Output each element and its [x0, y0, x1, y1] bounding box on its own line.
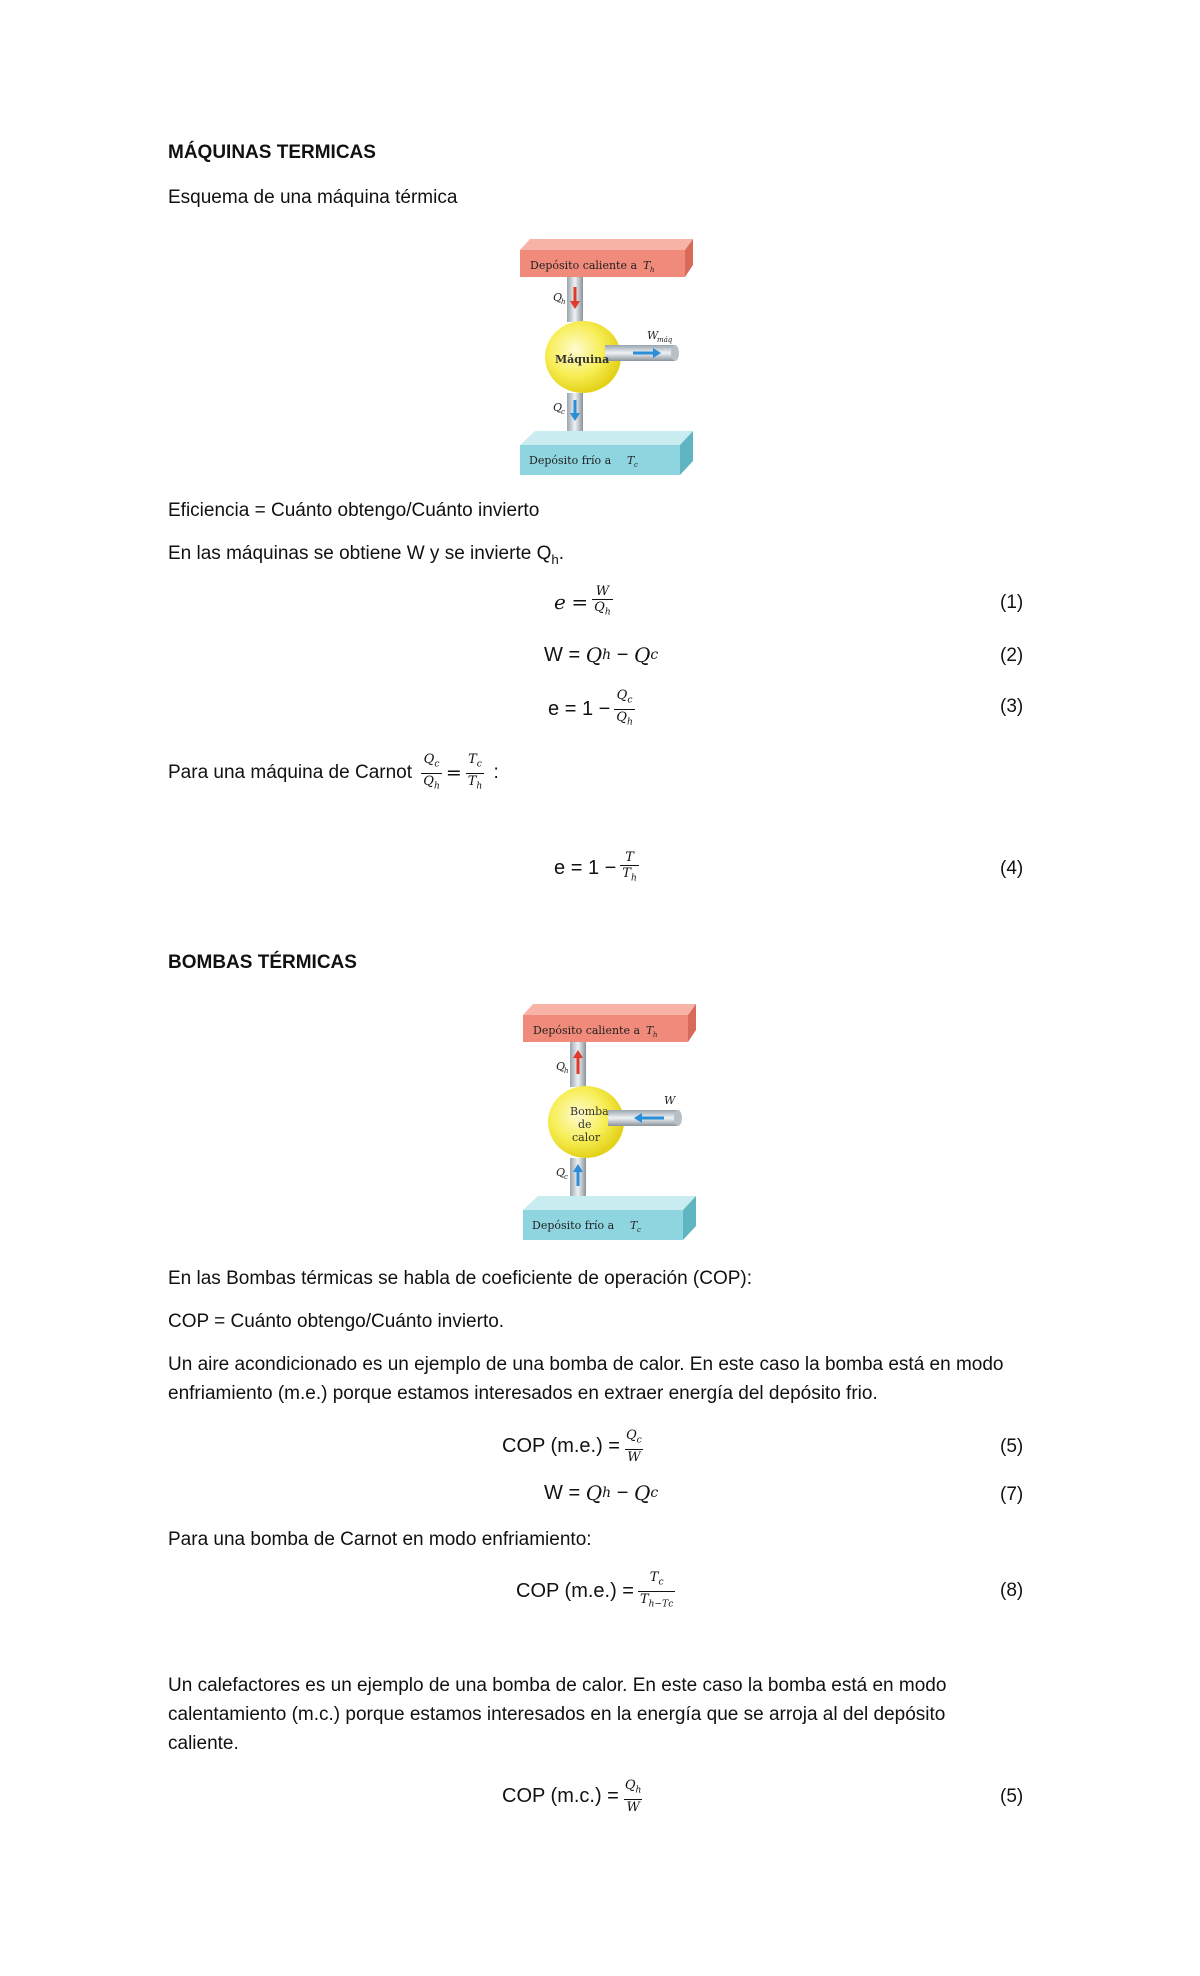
svg-text:calor: calor [572, 1131, 601, 1144]
cop-intro: En las Bombas térmicas se habla de coeficiente de operación (COP): [168, 1268, 753, 1289]
svg-text:W: W [647, 329, 659, 342]
svg-text:W: W [664, 1094, 676, 1107]
equation-number-5: (5) [1000, 1436, 1024, 1457]
equation-number-7: (7) [1000, 1484, 1024, 1505]
equation-7: W = Q h − Q c [544, 1481, 659, 1505]
equation-number-4: (4) [1000, 858, 1024, 879]
intro-text: Esquema de una máquina térmica [168, 187, 458, 208]
equation-number-1: (1) [1000, 592, 1024, 613]
svg-text:c: c [637, 1226, 641, 1234]
equation-5: COP (m.e.) = $\frac{Q_c}{W}$ [502, 1428, 642, 1465]
equation-4: e = 1 − $\frac{T}{T_h}$ [554, 850, 643, 887]
hot-reservoir-label-2: Depósito caliente a [533, 1024, 641, 1037]
svg-text:c: c [561, 408, 565, 416]
hot-reservoir-label: Depósito caliente a [530, 259, 638, 272]
equation-number-2: (2) [1000, 645, 1024, 666]
svg-text:c: c [564, 1173, 568, 1181]
heater-paragraph-line-3: caliente. [168, 1733, 239, 1754]
equation-1: e = $\frac{W}{Q_h}$ [554, 584, 617, 621]
svg-text:máq: máq [657, 336, 673, 344]
cold-reservoir-label: Depósito frío a [529, 454, 612, 467]
svg-text:T: T [627, 454, 635, 467]
cold-reservoir-label-2: Depósito frío a [532, 1219, 615, 1232]
engine-label: Máquina [555, 353, 610, 366]
equation-3: e = 1 − $\frac{Q_c}{Q_h}$ [548, 688, 639, 730]
svg-text:h: h [561, 298, 566, 306]
svg-text:T: T [646, 1024, 654, 1037]
svg-text:Q: Q [553, 401, 563, 414]
svg-text:Q: Q [553, 291, 563, 304]
equation-number-3: (3) [1000, 696, 1024, 717]
carnot-machine-line: Para una máquina de Carnot $\frac{Q_c}{Q_h}$ = $\frac{T_c}{T_h}$ : [168, 752, 499, 794]
heater-paragraph-line-2: calentamiento (m.c.) porque estamos interesados en la energía que se arroja al del depósito [168, 1704, 946, 1725]
svg-text:h: h [564, 1067, 569, 1075]
svg-text:h: h [650, 266, 655, 274]
heater-paragraph-line-1: Un calefactores es un ejemplo de una bomba de calor. En este caso la bomba está en modo [168, 1675, 947, 1696]
equation-8: COP (m.e.) = $\frac{T_c}{T_{h-Tc}}$ [516, 1570, 679, 1612]
svg-text:Q: Q [556, 1060, 566, 1073]
machine-sentence: En las máquinas se obtiene W y se invierte $Q_h$. [168, 543, 565, 567]
equation-5-heating: COP (m.c.) = $\frac{Q_h}{W}$ [502, 1778, 642, 1815]
svg-text:h: h [653, 1031, 658, 1039]
efficiency-definition: Eficiencia = Cuánto obtengo/Cuánto invierto [168, 500, 540, 521]
ac-paragraph-line-1: Un aire acondicionado es un ejemplo de una bomba de calor. En este caso la bomba está en modo [168, 1354, 1004, 1375]
section-title-heat-pumps: BOMBAS TÉRMICAS [168, 952, 357, 973]
svg-text:de: de [578, 1118, 592, 1131]
svg-text:T: T [643, 259, 651, 272]
svg-text:T: T [630, 1219, 638, 1232]
heat-pump-diagram [518, 1000, 698, 1245]
equation-number-5-heating: (5) [1000, 1786, 1024, 1807]
svg-text:Q: Q [556, 1166, 566, 1179]
heat-engine-diagram [515, 235, 695, 480]
carnot-cooling-line: Para una bomba de Carnot en modo enfriamiento: [168, 1529, 592, 1550]
svg-text:c: c [634, 461, 638, 469]
section-title-machines: MÁQUINAS TERMICAS [168, 142, 376, 163]
equation-2: W = Q h − Q c [544, 643, 659, 667]
pump-label: Bomba [570, 1105, 609, 1118]
ac-paragraph-line-2: enfriamiento (m.e.) porque estamos interesados en extraer energía del depósito frio. [168, 1383, 878, 1404]
equation-number-8: (8) [1000, 1580, 1024, 1601]
cop-definition: COP = Cuánto obtengo/Cuánto invierto. [168, 1311, 505, 1332]
